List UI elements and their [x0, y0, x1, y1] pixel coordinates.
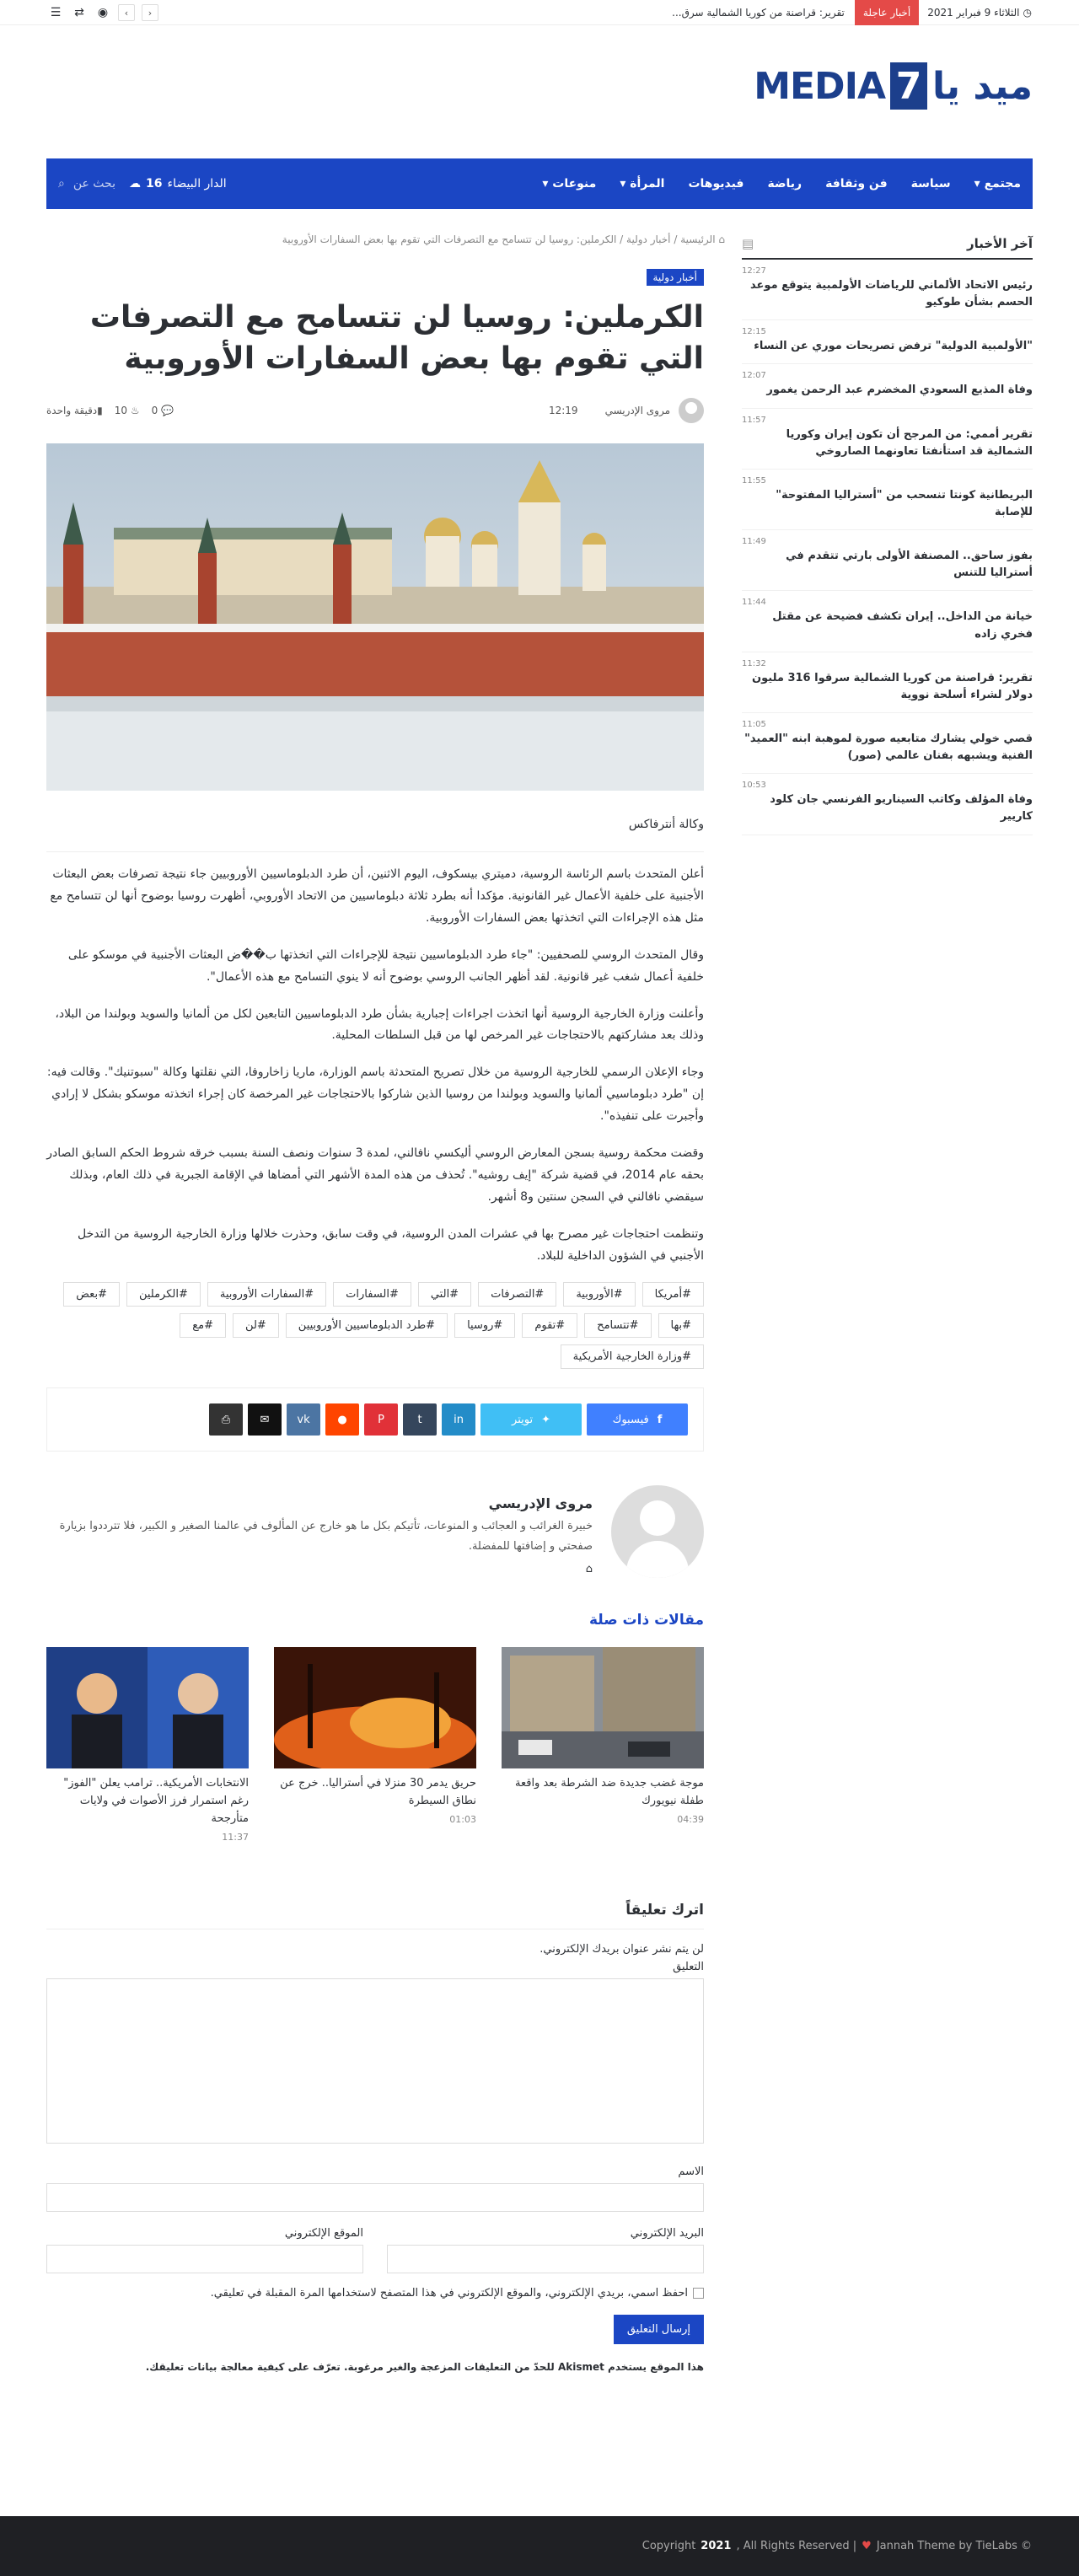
post-tags: [46, 1282, 704, 1369]
tag-link[interactable]: #التي: [418, 1282, 471, 1307]
news-item[interactable]: [742, 320, 1033, 364]
submit-comment-button[interactable]: إرسال التعليق: [614, 2315, 704, 2344]
footer-year: 2021: [701, 2540, 732, 2552]
news-time: 11:55: [742, 475, 766, 486]
related-image[interactable]: [274, 1647, 476, 1768]
share-email-button[interactable]: [248, 1403, 282, 1436]
comments-count[interactable]: 💬 0: [151, 405, 174, 417]
vk-icon: vk: [297, 1413, 310, 1426]
latest-news-widget: [742, 236, 1033, 835]
news-ticker[interactable]: تقرير: قراصنة من كوريا الشمالية سرق...: [672, 7, 845, 19]
tag-link[interactable]: #بها: [658, 1313, 704, 1338]
print-icon: ⎙: [221, 1413, 231, 1426]
tag-link[interactable]: #أمريكا: [642, 1282, 704, 1307]
clock-icon: ◷: [1023, 7, 1032, 19]
article-source: وكالة أنترفاكس: [628, 818, 704, 832]
share-linkedin-button[interactable]: [442, 1403, 475, 1436]
footer-theme-link[interactable]: Jannah Theme by TieLabs ©: [876, 2540, 1032, 2552]
related-title: مقالات ذات صلة: [588, 1612, 704, 1629]
wildfire-image: [274, 1647, 476, 1768]
search-box[interactable]: [58, 177, 115, 191]
share-tumblr-button[interactable]: [403, 1403, 437, 1436]
weather-widget: [129, 177, 227, 191]
news-time: 11:05: [742, 719, 766, 729]
name-input[interactable]: [46, 2183, 704, 2212]
reddit-icon: ●: [337, 1413, 347, 1426]
nav-item-politics[interactable]: سياسة: [910, 177, 951, 191]
share-print-button[interactable]: [209, 1403, 243, 1436]
tumblr-icon: t: [417, 1413, 422, 1426]
post-time: 12:19: [548, 405, 578, 417]
widget-title: آخر الأخبار: [966, 236, 1033, 251]
related-card-title[interactable]: حريق يدمر 30 منزلا في أستراليا.. خرج عن نطاق السيطرة: [280, 1777, 476, 1808]
name-label: الاسم: [678, 2165, 704, 2178]
news-title[interactable]: البريطانية كونتا تنسحب من "أستراليا المفتوحة" للإصابة: [776, 488, 1033, 518]
remember-label: احفظ اسمي، بريدي الإلكتروني، والموقع الإلكتروني في هذا المتصفح لاستخدامها المرة المقبلة في تعليقي.: [210, 2286, 688, 2300]
related-card[interactable]: [46, 1647, 249, 1842]
article-paragraph: وجاء الإعلان الرسمي للخارجية الروسية من خلال تصريح المتحدثة باسم الوزارة، ماريا زاخاروفا، التي نقلتها وكالة "سبوتنيك". وقالت فيه: إن "طرد دبلوماسيي ألمانيا والسويد وبولندا من روسيا الذين شاركوا بالاحتجاجات غير المرخصة كان إجراء اتخذته موسكو بشكل لا إرادي وأجبرت على تنفيذه".: [46, 1065, 704, 1124]
news-title[interactable]: وفاة المؤلف وكاتب السيناريو الفرنسي جان كلود كاريير: [770, 793, 1033, 824]
weather-temp: 16: [146, 177, 163, 191]
article-paragraph: وقال المتحدث الروسي للصحفيين: "جاء طرد الدبلوماسيين نتيجة للإجراءات التي اتخذتها ب��ض البعثات الأجنبية في موسكو على خلفية أعمال شغب غير قانونية. لقد أظهر الجانب الروسي بوضوح أنه لا ينوي التسامح مع هذه الأعمال".: [67, 947, 704, 984]
site-logo[interactable]: MEDIA 7 ميد يا: [754, 62, 1033, 110]
email-icon: ✉: [260, 1413, 270, 1426]
article-paragraph: وتنظمت احتجاجات غير مصرح بها في عشرات المدن الروسية، في وقت سابق، وحذرت خلالها وزارة الخارجية الروسية من التدخل الأجنبي في الشؤون الداخلية للبلاد.: [78, 1226, 704, 1263]
news-time: 12:15: [742, 327, 766, 337]
article: [46, 268, 704, 2373]
author-box: [46, 1485, 704, 1578]
news-item[interactable]: [742, 774, 1033, 835]
news-time: 12:27: [742, 266, 766, 276]
tag-link[interactable]: #بعض: [63, 1282, 120, 1307]
remember-checkbox[interactable]: [693, 2288, 704, 2299]
author-name[interactable]: مروى الإدريسي: [488, 1495, 593, 1512]
tag-link[interactable]: #طرد الدبلوماسيين الأوروبيين: [286, 1313, 448, 1338]
news-title[interactable]: وفاة المذيع السعودي المخضرم عبد الرحمن يغمور: [766, 384, 1033, 397]
news-time: 10:53: [742, 781, 766, 791]
weather-city: الدار البيضاء: [167, 177, 227, 191]
comment-note: لن يتم نشر عنوان بريدك الإلكتروني.: [540, 1942, 704, 1956]
comment-icon: 💬: [161, 405, 174, 417]
tag-link[interactable]: #روسيا: [454, 1313, 515, 1338]
author-avatar-large[interactable]: [611, 1485, 704, 1578]
tag-link[interactable]: #الأوروبية: [563, 1282, 635, 1307]
comment-form-title: اترك تعليقاً: [46, 1902, 704, 1929]
tag-link[interactable]: #الكرملين: [126, 1282, 201, 1307]
related-card[interactable]: [274, 1647, 476, 1842]
tag-link[interactable]: #لن: [233, 1313, 279, 1338]
share-vk-button[interactable]: [287, 1403, 320, 1436]
home-icon: ⌂: [718, 233, 725, 245]
news-time: 11:57: [742, 415, 766, 425]
news-title[interactable]: رئيس الاتحاد الألماني للرياضات الأولمبية يتوقع موعد الحسم بشأن طوكيو: [750, 279, 1033, 309]
breadcrumb-category[interactable]: أخبار دولية: [626, 233, 671, 245]
tag-link[interactable]: #السفارات: [333, 1282, 411, 1307]
nav-item-culture[interactable]: فن وثقافة: [825, 177, 888, 191]
news-item[interactable]: [742, 713, 1033, 774]
bookmark-icon: ▮: [97, 405, 103, 417]
website-label: الموقع الإلكتروني: [284, 2226, 363, 2240]
nav-item-sports[interactable]: رياضة: [767, 177, 803, 191]
breadcrumb-current: الكرملين: روسيا لن تتسامح مع التصرفات التي تقوم بها بعض السفارات الأوروبية: [282, 233, 617, 245]
kremlin-image: [46, 443, 704, 791]
date-display: ◷ الثلاثاء 9 فبراير 2021: [927, 7, 1032, 19]
related-image[interactable]: [46, 1647, 249, 1768]
user-icon[interactable]: ◉: [97, 6, 109, 19]
breadcrumb: ⌂ الرئيسية / أخبار دولية / الكرملين: روسيا لن تتسامح مع التصرفات التي تقوم بها بعض السفارات الأوروبية: [282, 233, 725, 245]
comment-label: التعليق: [673, 1960, 704, 1973]
news-title[interactable]: خيانة من الداخل.. إيران تكشف فضيحة عن مقتل فخري زاده: [772, 610, 1033, 641]
nav-item-videos[interactable]: فيديوهات: [688, 177, 744, 191]
nav-item-society[interactable]: مجتمع ▾: [974, 177, 1021, 191]
heart-icon: ♥: [862, 2540, 872, 2552]
related-posts: [46, 1647, 704, 1842]
author-link[interactable]: مروى الإدريسي: [604, 405, 670, 417]
news-title[interactable]: تقرير أممي: من المرجح أن تكون إيران وكوريا الشمالية قد استأنفتا تعاونهما الصاروخي: [786, 427, 1033, 458]
tag-link[interactable]: #التصرفات: [478, 1282, 556, 1307]
news-item[interactable]: [742, 591, 1033, 652]
email-label: البريد الإلكتروني: [630, 2226, 704, 2240]
linkedin-icon: in: [454, 1413, 464, 1426]
article-paragraph: وأعلنت وزارة الخارجية الروسية أنها اتخذت اجراءات إجبارية بشأن طرد الدبلوماسيين التابعين لكل من ألمانيا والسويد وبولندا من البلاد، وذلك بعد مشاركتهم بالاحتجاجات غير المرخص لها من قبل السلطات المحلية.: [55, 1006, 704, 1043]
news-title[interactable]: تقرير: قراصنة من كوريا الشمالية سرقوا 316 مليون دولار لشراء أسلحة نووية: [752, 671, 1033, 701]
share-buttons: [46, 1387, 704, 1452]
news-time: 11:49: [742, 537, 766, 547]
related-card-time: 01:03: [449, 1814, 476, 1826]
related-card-time: 04:39: [677, 1814, 704, 1826]
top-bar: [0, 0, 1079, 25]
menu-icon[interactable]: ☰: [50, 6, 62, 19]
tag-link[interactable]: #السفارات الأوروبية: [207, 1282, 326, 1307]
news-item[interactable]: [742, 260, 1033, 320]
cloud-sun-icon: ☁: [129, 177, 141, 191]
search-input[interactable]: بحث عن: [72, 177, 115, 191]
share-twitter-button[interactable]: ✦ ﺗﻮﻳﺘﺮ: [480, 1403, 582, 1436]
facebook-icon: f: [657, 1413, 663, 1426]
tag-link[interactable]: #وزارة الخارجية الأمريكية: [561, 1344, 704, 1369]
related-image[interactable]: [502, 1647, 704, 1768]
footer-rights: , All Rights Reserved |: [736, 2540, 857, 2552]
tag-link[interactable]: #مع: [180, 1313, 226, 1338]
related-card-time: 11:37: [222, 1831, 249, 1843]
ticker-prev-button[interactable]: ‹: [118, 4, 135, 21]
related-card[interactable]: [502, 1647, 704, 1842]
share-pinterest-button[interactable]: [364, 1403, 398, 1436]
pinterest-icon: P: [378, 1413, 384, 1426]
news-item[interactable]: [742, 409, 1033, 470]
featured-image: [46, 443, 704, 791]
news-title[interactable]: قصي خولي يشارك متابعيه صورة لموهبة ابنه "العميد" الفنية ويشبهه بفنان عالمي (صور): [744, 732, 1033, 763]
twitter-icon: ✦: [541, 1413, 550, 1426]
main-nav: [46, 158, 1033, 209]
ticker-next-button[interactable]: ›: [142, 4, 158, 21]
comment-textarea[interactable]: [46, 1978, 704, 2144]
document-icon: ▤: [742, 236, 754, 251]
footer-copyright: Copyright: [641, 2540, 696, 2552]
site-header: [0, 25, 1079, 158]
nav-item-misc[interactable]: منوعات ▾: [542, 177, 597, 191]
nyc-street-image: [502, 1647, 704, 1768]
news-time: 11:32: [742, 658, 766, 668]
author-avatar[interactable]: [679, 398, 704, 423]
news-time: 12:07: [742, 371, 766, 381]
fire-icon: ♨: [130, 405, 140, 417]
news-item[interactable]: [742, 470, 1033, 530]
tag-link[interactable]: #تقوم: [522, 1313, 577, 1338]
share-facebook-button[interactable]: f ﻓﻴﺴﺒﻮﻙ: [587, 1403, 688, 1436]
related-card-title[interactable]: موجة غضب جديدة ضد الشرطة بعد واقعة طفلة نيويورك: [514, 1777, 704, 1808]
website-input[interactable]: [46, 2245, 363, 2273]
news-title[interactable]: بفوز ساحق.. المصنفة الأولى بارتي تتقدم في أستراليا للتنس: [786, 550, 1033, 580]
views-count: ♨ 10: [114, 405, 140, 417]
share-reddit-button[interactable]: [325, 1403, 359, 1436]
home-icon[interactable]: ⌂: [585, 1563, 593, 1576]
page-title: الكرملين: روسيا لن تتسامح مع التصرفات التي تقوم بها بعض السفارات الأوروبية: [89, 300, 704, 376]
breaking-news-label: أخبار عاجلة: [855, 0, 919, 25]
email-input[interactable]: [387, 2245, 704, 2273]
news-title[interactable]: "الأولمبية الدولية" ترفض تصريحات موري عن النساء: [754, 340, 1033, 353]
news-item[interactable]: [742, 530, 1033, 591]
news-time: 11:44: [742, 598, 766, 608]
akismet-note: هذا الموقع يستخدم Akismet للحدّ من التعليقات المزعجة والغير مرغوبة. تعرّف على كيفية معالجة بيانات تعليقك.: [145, 2360, 704, 2373]
nav-item-women[interactable]: المرأة ▾: [620, 177, 665, 191]
search-icon[interactable]: ⌕: [58, 177, 65, 191]
comment-form: [46, 1902, 704, 2373]
breadcrumb-home[interactable]: الرئيسية: [680, 233, 716, 245]
post-meta: [46, 398, 704, 423]
article-paragraph: أعلن المتحدث باسم الرئاسة الروسية، دميتري بيسكوف، اليوم الاثنين، أن طرد الدبلوماسيين الأوروبيين جاء نتيجة تصرفات بعض البعثات الأجنبية على خلفية الأعمال غير القانونية. مؤكدا أنه بطرد ثلاثة دبلوماسيين من الاتحاد الأوروبي، أظهرت روسيا بوضوح أنها لن تتسامح مع مثل هذه الإجراءات التي اتخذتها بعض السفارات الأوروبية.: [50, 867, 704, 925]
tag-link[interactable]: #تتسامح: [584, 1313, 651, 1338]
news-item[interactable]: [742, 364, 1033, 408]
author-bio: خبيرة الغرائب و العجائب و المنوعات، تأتيكم بكل ما هو خارج عن المألوف في عالمنا الصغير و الكبير، فلا تترددوا بزيارة صفحتي و إضافتها للمفضلة.: [59, 1520, 593, 1553]
random-icon[interactable]: ⇄: [74, 6, 84, 19]
election-image: [46, 1647, 249, 1768]
related-card-title[interactable]: الانتخابات الأمريكية.. ترامب يعلن "الفوز" رغم استمرار فرز الأصوات في ولايات متأرجحة: [63, 1777, 249, 1826]
category-badge[interactable]: أخبار دولية: [647, 269, 705, 286]
site-footer: [0, 2516, 1079, 2576]
news-item[interactable]: [742, 652, 1033, 713]
article-paragraph: وقضت محكمة روسية بسجن المعارض الروسي أليكسي نافالني، لمدة 3 سنوات ونصف السنة بسبب خرقه شروط الحكم السابق الصادر بحقه عام 2014، في قضية شركة "إيف روشيه". تُحذف من هذه المدة الأشهر التي أمضاها في الإقامة الجبرية في ذلك العام، وبذلك سيقضي نافالني في السجن سنتين و8 أشهر.: [46, 1146, 704, 1204]
read-time: ▮دقيقة واحدة: [46, 405, 103, 417]
